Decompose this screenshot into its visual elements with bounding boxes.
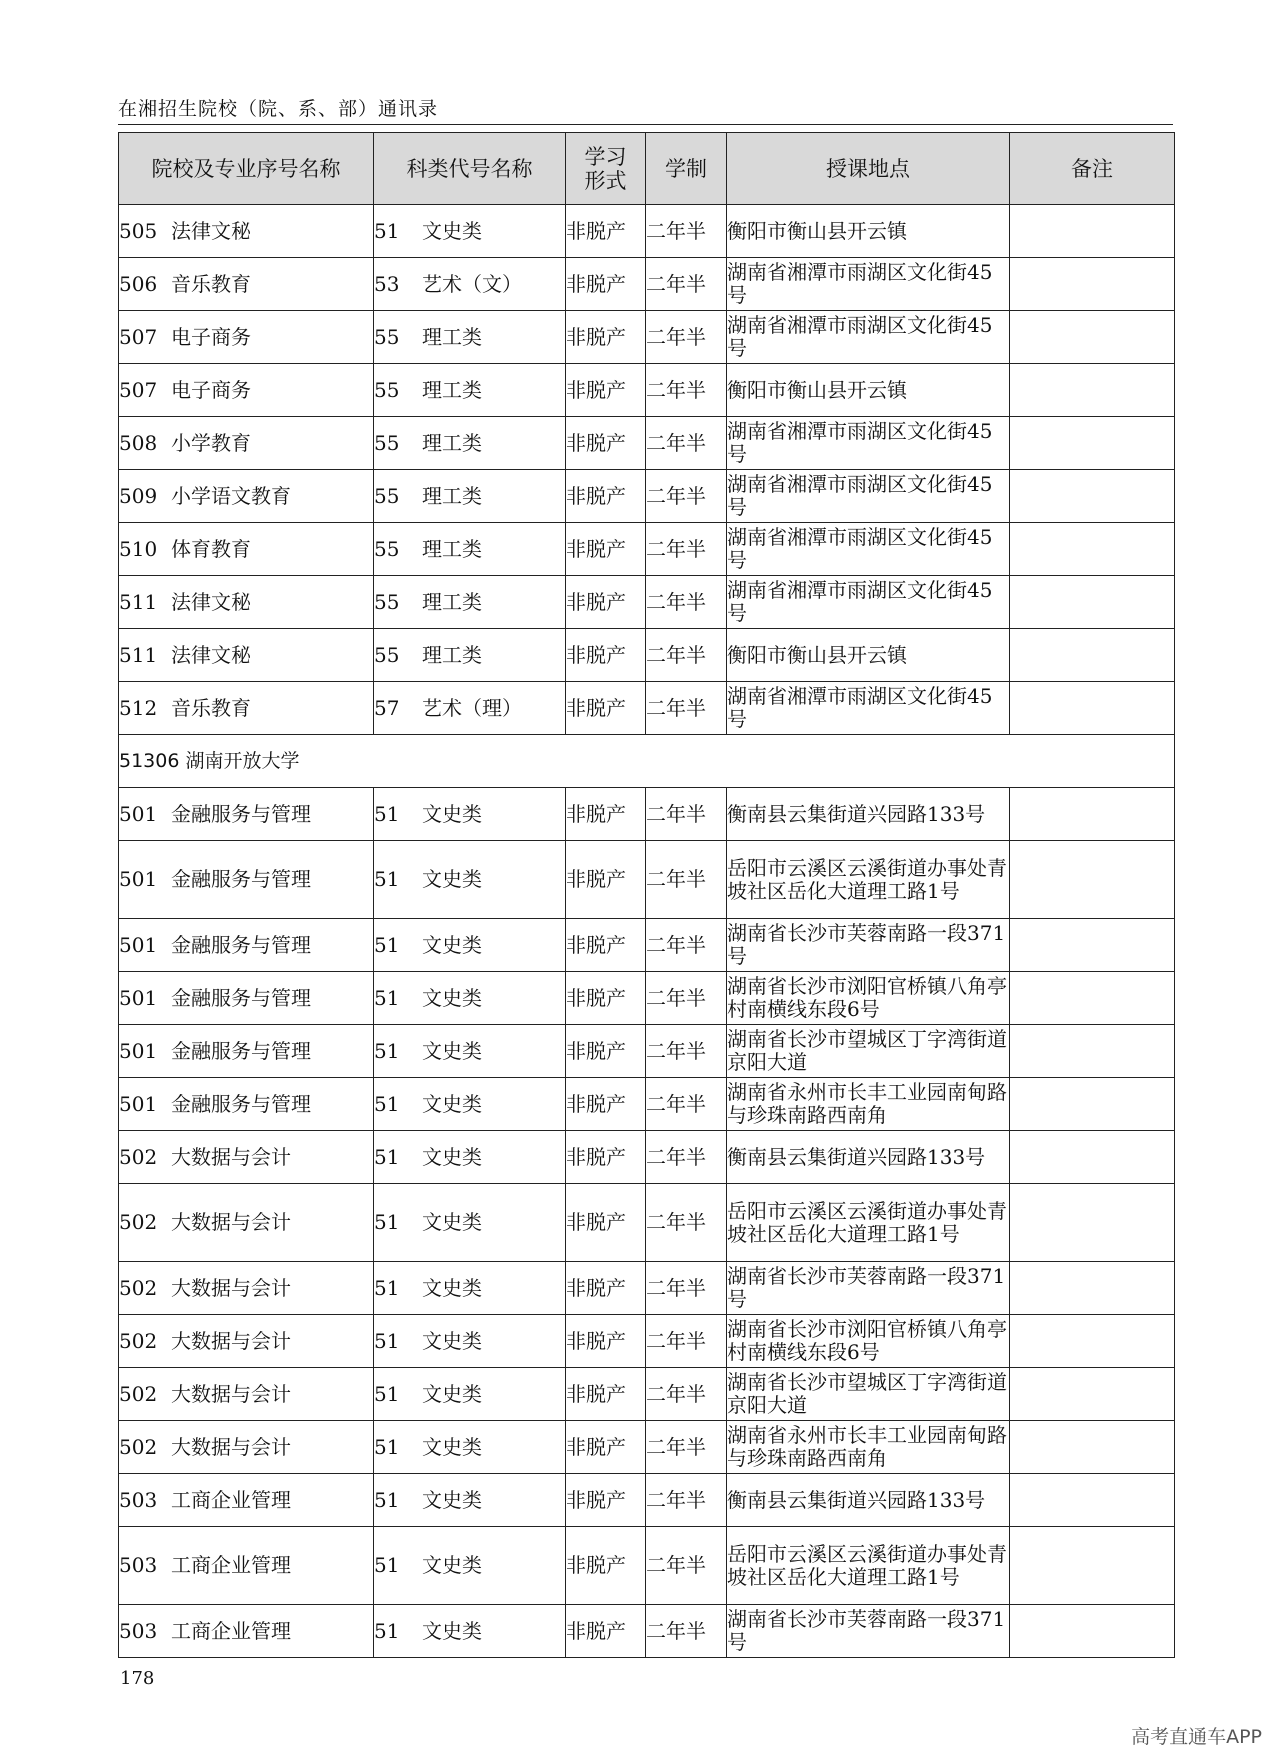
location-cell: 湖南省长沙市浏阳官桥镇八角亭村南横线东段6号 [727,1315,1010,1368]
category-cell [374,1184,566,1262]
note-cell [1010,258,1175,311]
form-cell: 非脱产 [566,1262,646,1315]
location-cell: 衡阳市衡山县开云镇 [727,364,1010,417]
directory-table [118,132,1175,1658]
category-code: 51 [374,1091,400,1116]
major-cell [119,1131,374,1184]
category-code: 51 [374,985,400,1010]
location-cell: 湖南省长沙市望城区丁字湾街道京阳大道 [727,1368,1010,1421]
major-name: 工商企业管理 [171,1618,291,1643]
category-cell [374,311,566,364]
duration-cell: 二年半 [646,1605,727,1658]
duration-cell: 二年半 [646,417,727,470]
category-code: 51 [374,1210,400,1234]
form-cell: 非脱产 [566,311,646,364]
category-name: 艺术（理） [422,695,522,720]
category-name: 艺术（文） [422,271,522,296]
category-code: 51 [374,1381,400,1406]
duration-cell: 二年半 [646,972,727,1025]
location-cell: 湖南省永州市长丰工业园南甸路与珍珠南路西南角 [727,1421,1010,1474]
table-body [119,205,1175,1658]
table-header-row [119,133,1175,205]
note-cell [1010,311,1175,364]
category-name: 理工类 [422,589,482,614]
location-cell: 湖南省长沙市芙蓉南路一段371号 [727,919,1010,972]
major-seq: 501 [119,867,158,891]
duration-cell: 二年半 [646,1262,727,1315]
category-cell [374,1527,566,1605]
major-cell [119,788,374,841]
note-cell [1010,841,1175,919]
location-cell: 岳阳市云溪区云溪街道办事处青坡社区岳化大道理工路1号 [727,841,1010,919]
category-name: 文史类 [422,985,482,1010]
major-cell [119,470,374,523]
major-name: 大数据与会计 [171,1328,291,1353]
form-cell: 非脱产 [566,919,646,972]
major-name: 法律文秘 [171,642,251,667]
duration-cell: 二年半 [646,1131,727,1184]
location-cell: 衡南县云集街道兴园路133号 [727,788,1010,841]
major-name: 法律文秘 [171,589,251,614]
category-code: 53 [374,271,400,296]
location-cell: 湖南省湘潭市雨湖区文化街45号 [727,470,1010,523]
table-row [119,1421,1175,1474]
major-seq: 501 [119,985,158,1010]
form-cell: 非脱产 [566,841,646,919]
category-code: 51 [374,1144,400,1169]
major-name: 大数据与会计 [171,1275,291,1300]
category-code: 51 [374,1434,400,1459]
category-cell [374,972,566,1025]
table-row [119,576,1175,629]
form-cell: 非脱产 [566,1421,646,1474]
location-cell: 衡阳市衡山县开云镇 [727,629,1010,682]
duration-cell: 二年半 [646,1078,727,1131]
note-cell [1010,523,1175,576]
major-cell [119,972,374,1025]
duration-cell: 二年半 [646,258,727,311]
duration-cell: 二年半 [646,523,727,576]
duration-cell: 二年半 [646,1527,727,1605]
form-cell: 非脱产 [566,682,646,735]
location-cell: 衡阳市衡山县开云镇 [727,205,1010,258]
duration-cell: 二年半 [646,1421,727,1474]
major-name: 电子商务 [171,324,251,349]
table-row [119,205,1175,258]
note-cell [1010,1605,1175,1658]
form-cell: 非脱产 [566,470,646,523]
major-cell [119,919,374,972]
location-cell: 岳阳市云溪区云溪街道办事处青坡社区岳化大道理工路1号 [727,1527,1010,1605]
duration-cell: 二年半 [646,1184,727,1262]
major-cell [119,417,374,470]
major-name: 金融服务与管理 [171,985,311,1010]
table-row [119,417,1175,470]
major-cell [119,1078,374,1131]
major-name: 金融服务与管理 [171,1091,311,1116]
major-seq: 511 [119,642,158,667]
form-cell: 非脱产 [566,1184,646,1262]
major-cell [119,1605,374,1658]
category-code: 51 [374,1038,400,1063]
category-code: 55 [374,430,400,455]
category-code: 55 [374,589,400,614]
page-number: 178 [120,1668,155,1689]
category-cell [374,1605,566,1658]
table-row [119,1605,1175,1658]
category-name: 理工类 [422,483,482,508]
category-code: 51 [374,1487,400,1512]
location-cell: 湖南省湘潭市雨湖区文化街45号 [727,576,1010,629]
location-cell: 湖南省永州市长丰工业园南甸路与珍珠南路西南角 [727,1078,1010,1131]
category-code: 51 [374,932,400,957]
note-cell [1010,1025,1175,1078]
form-cell: 非脱产 [566,1315,646,1368]
duration-cell: 二年半 [646,788,727,841]
duration-cell: 二年半 [646,1315,727,1368]
form-cell: 非脱产 [566,1527,646,1605]
table-row [119,788,1175,841]
category-cell [374,470,566,523]
major-seq: 507 [119,324,158,349]
note-cell [1010,1527,1175,1605]
location-cell: 湖南省湘潭市雨湖区文化街45号 [727,523,1010,576]
major-seq: 502 [119,1210,158,1234]
major-cell [119,364,374,417]
major-seq: 503 [119,1553,158,1577]
col-header-major: 院校及专业序号名称 [119,133,374,205]
category-code: 51 [374,1275,400,1300]
location-cell: 衡南县云集街道兴园路133号 [727,1474,1010,1527]
major-cell [119,258,374,311]
major-name: 音乐教育 [171,695,251,720]
major-name: 金融服务与管理 [171,801,311,826]
note-cell [1010,682,1175,735]
table-row [119,629,1175,682]
form-cell: 非脱产 [566,629,646,682]
duration-cell: 二年半 [646,576,727,629]
category-name: 理工类 [422,377,482,402]
location-cell: 岳阳市云溪区云溪街道办事处青坡社区岳化大道理工路1号 [727,1184,1010,1262]
note-cell [1010,1474,1175,1527]
duration-cell: 二年半 [646,919,727,972]
major-cell [119,1262,374,1315]
form-cell: 非脱产 [566,576,646,629]
col-header-category: 科类代号名称 [374,133,566,205]
category-cell [374,1368,566,1421]
category-name: 文史类 [422,1328,482,1353]
major-seq: 511 [119,589,158,614]
major-seq: 502 [119,1434,158,1459]
note-cell [1010,972,1175,1025]
category-cell [374,841,566,919]
category-cell [374,417,566,470]
category-cell [374,258,566,311]
location-cell: 衡南县云集街道兴园路133号 [727,1131,1010,1184]
note-cell [1010,1315,1175,1368]
major-name: 金融服务与管理 [171,867,311,891]
major-name: 法律文秘 [171,218,251,243]
major-seq: 502 [119,1328,158,1353]
major-name: 工商企业管理 [171,1553,291,1577]
form-cell: 非脱产 [566,1025,646,1078]
location-cell: 湖南省长沙市芙蓉南路一段371号 [727,1262,1010,1315]
major-seq: 506 [119,271,158,296]
table-row [119,682,1175,735]
form-cell: 非脱产 [566,1368,646,1421]
form-cell: 非脱产 [566,364,646,417]
major-name: 小学教育 [171,430,251,455]
major-seq: 501 [119,1091,158,1116]
category-name: 文史类 [422,1091,482,1116]
table-row [119,1131,1175,1184]
form-cell: 非脱产 [566,258,646,311]
note-cell [1010,1368,1175,1421]
category-cell [374,629,566,682]
category-name: 理工类 [422,430,482,455]
table-row [119,919,1175,972]
major-cell [119,1184,374,1262]
category-code: 51 [374,218,400,243]
note-cell [1010,1078,1175,1131]
major-seq: 501 [119,801,158,826]
major-seq: 507 [119,377,158,402]
major-cell [119,1474,374,1527]
location-cell: 湖南省长沙市望城区丁字湾街道京阳大道 [727,1025,1010,1078]
category-code: 55 [374,324,400,349]
category-code: 55 [374,642,400,667]
duration-cell: 二年半 [646,629,727,682]
duration-cell: 二年半 [646,841,727,919]
note-cell [1010,1131,1175,1184]
note-cell [1010,364,1175,417]
major-seq: 502 [119,1275,158,1300]
major-seq: 508 [119,430,158,455]
category-code: 57 [374,695,400,720]
location-cell: 湖南省湘潭市雨湖区文化街45号 [727,682,1010,735]
category-name: 理工类 [422,642,482,667]
table-row [119,1262,1175,1315]
major-name: 大数据与会计 [171,1381,291,1406]
major-cell [119,205,374,258]
category-cell [374,523,566,576]
major-seq: 510 [119,536,158,561]
category-code: 51 [374,801,400,826]
category-code: 55 [374,536,400,561]
duration-cell: 二年半 [646,311,727,364]
table-row [119,1527,1175,1605]
major-cell [119,1368,374,1421]
form-cell: 非脱产 [566,1131,646,1184]
note-cell [1010,1421,1175,1474]
major-name: 大数据与会计 [171,1210,291,1234]
major-cell [119,1527,374,1605]
note-cell [1010,919,1175,972]
form-cell: 非脱产 [566,1078,646,1131]
form-cell: 非脱产 [566,205,646,258]
duration-cell: 二年半 [646,1474,727,1527]
major-name: 音乐教育 [171,271,251,296]
major-seq: 503 [119,1618,158,1643]
col-header-location: 授课地点 [727,133,1010,205]
major-cell [119,311,374,364]
duration-cell: 二年半 [646,682,727,735]
category-code: 51 [374,1618,400,1643]
category-name: 文史类 [422,801,482,826]
category-cell [374,1315,566,1368]
category-cell [374,788,566,841]
category-name: 理工类 [422,324,482,349]
major-cell [119,1315,374,1368]
form-cell: 非脱产 [566,788,646,841]
category-name: 文史类 [422,932,482,957]
page-header: 在湘招生院校（院、系、部）通讯录 [118,98,439,120]
major-seq: 502 [119,1381,158,1406]
category-cell [374,1474,566,1527]
form-cell: 非脱产 [566,1474,646,1527]
major-name: 电子商务 [171,377,251,402]
note-cell [1010,470,1175,523]
category-code: 55 [374,377,400,402]
category-cell [374,1421,566,1474]
category-cell [374,919,566,972]
category-name: 文史类 [422,1144,482,1169]
form-cell: 非脱产 [566,1605,646,1658]
major-name: 金融服务与管理 [171,1038,311,1063]
section-title: 51306 湖南开放大学 [119,735,1175,788]
duration-cell: 二年半 [646,205,727,258]
category-cell [374,364,566,417]
form-cell: 非脱产 [566,417,646,470]
major-seq: 503 [119,1487,158,1512]
duration-cell: 二年半 [646,1368,727,1421]
category-name: 文史类 [422,1210,482,1234]
category-cell [374,682,566,735]
category-cell [374,1131,566,1184]
note-cell [1010,1184,1175,1262]
category-cell [374,205,566,258]
major-cell [119,576,374,629]
location-cell: 湖南省长沙市浏阳官桥镇八角亭村南横线东段6号 [727,972,1010,1025]
table-row [119,1474,1175,1527]
category-code: 51 [374,1553,400,1577]
major-seq: 512 [119,695,158,720]
major-name: 大数据与会计 [171,1434,291,1459]
location-cell: 湖南省湘潭市雨湖区文化街45号 [727,258,1010,311]
table-row [119,1025,1175,1078]
location-cell: 湖南省长沙市芙蓉南路一段371号 [727,1605,1010,1658]
table-row [119,841,1175,919]
major-cell [119,682,374,735]
category-name: 文史类 [422,1434,482,1459]
table-row [119,523,1175,576]
form-cell: 非脱产 [566,523,646,576]
note-cell [1010,576,1175,629]
duration-cell: 二年半 [646,1025,727,1078]
major-seq: 509 [119,483,158,508]
form-cell: 非脱产 [566,972,646,1025]
table-row [119,972,1175,1025]
table-row [119,1184,1175,1262]
major-seq: 502 [119,1144,158,1169]
category-cell [374,1025,566,1078]
major-cell [119,523,374,576]
category-name: 文史类 [422,1038,482,1063]
col-header-form: 学习形式 [566,133,646,205]
major-name: 工商企业管理 [171,1487,291,1512]
major-name: 小学语文教育 [171,483,291,508]
header-divider [118,124,1173,125]
note-cell [1010,788,1175,841]
major-cell [119,1421,374,1474]
major-cell [119,629,374,682]
category-name: 文史类 [422,1487,482,1512]
category-code: 55 [374,483,400,508]
watermark: 高考直通车APP [1131,1726,1262,1748]
note-cell [1010,629,1175,682]
duration-cell: 二年半 [646,470,727,523]
category-cell [374,1262,566,1315]
major-name: 体育教育 [171,536,251,561]
category-code: 51 [374,1328,400,1353]
table-row [119,1078,1175,1131]
major-seq: 501 [119,932,158,957]
table-row [119,470,1175,523]
table-row [119,311,1175,364]
table-row [119,1315,1175,1368]
col-header-note: 备注 [1010,133,1175,205]
category-name: 文史类 [422,1553,482,1577]
category-name: 文史类 [422,1275,482,1300]
category-cell [374,1078,566,1131]
table-row [119,258,1175,311]
location-cell: 湖南省湘潭市雨湖区文化街45号 [727,417,1010,470]
col-header-duration: 学制 [646,133,727,205]
category-code: 51 [374,867,400,891]
major-cell [119,1025,374,1078]
section-row [119,735,1175,788]
category-name: 理工类 [422,536,482,561]
category-cell [374,576,566,629]
table-row [119,1368,1175,1421]
location-cell: 湖南省湘潭市雨湖区文化街45号 [727,311,1010,364]
major-name: 金融服务与管理 [171,932,311,957]
major-name: 大数据与会计 [171,1144,291,1169]
duration-cell: 二年半 [646,364,727,417]
major-seq: 505 [119,218,158,243]
category-name: 文史类 [422,1381,482,1406]
note-cell [1010,205,1175,258]
major-cell [119,841,374,919]
note-cell [1010,1262,1175,1315]
major-seq: 501 [119,1038,158,1063]
category-name: 文史类 [422,867,482,891]
category-name: 文史类 [422,218,482,243]
table-row [119,364,1175,417]
note-cell [1010,417,1175,470]
category-name: 文史类 [422,1618,482,1643]
